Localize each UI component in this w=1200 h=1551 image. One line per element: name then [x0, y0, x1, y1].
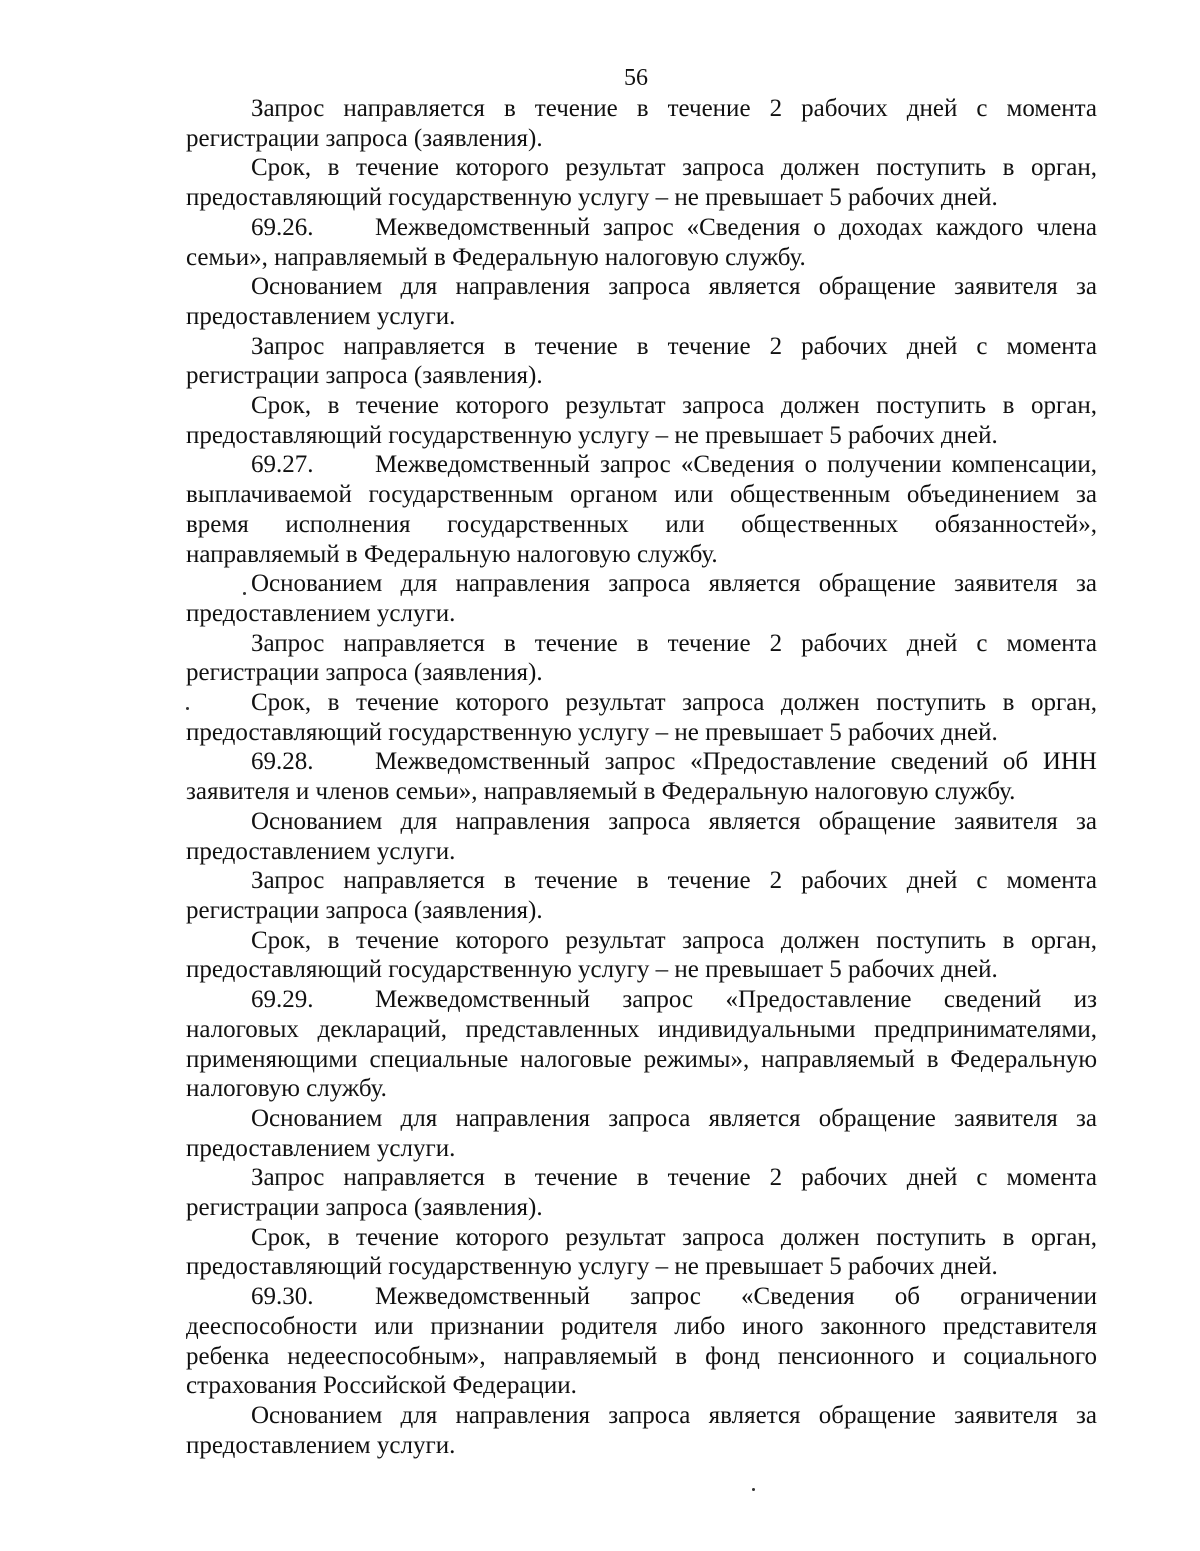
paragraph: [186, 866, 1097, 925]
paragraph: [186, 391, 1097, 450]
paragraph: [186, 213, 1097, 272]
paragraph-text: Межведомственный запрос «Сведения о доходах каждого члена семьи», направляемый в Федеральную налоговую службу.: [186, 213, 1097, 271]
paragraph: [186, 153, 1097, 212]
paragraph-text: Межведомственный запрос «Предоставление сведений об ИНН заявителя и членов семьи», направляемый в Федеральную налоговую службу.: [186, 748, 1097, 806]
paragraph-text: Запрос направляется в течение в течение 2 рабочих дней с момента регистрации запроса (заявления).: [186, 95, 1097, 152]
paragraph: [186, 272, 1097, 331]
clause-number: 69.30.: [251, 1283, 314, 1311]
paragraph: [186, 1282, 1097, 1401]
paragraph: [186, 569, 1097, 628]
paragraph: [186, 332, 1097, 391]
paragraph: [186, 807, 1097, 866]
paragraph: [186, 1163, 1097, 1222]
paragraph-text: Срок, в течение которого результат запроса должен поступить в орган, предоставляющий государственную услугу – не превышает 5 рабочих дней.: [186, 689, 1097, 746]
paragraph-text: Межведомственный запрос «Предоставление сведений из налоговых деклараций, представленных индивидуальными предпринимателями, применяющими специальные налоговые режимы», направляемый в Федеральную налоговую службу.: [186, 986, 1097, 1103]
paragraph-text: Основанием для направления запроса является обращение заявителя за предоставлением услуги.: [186, 1401, 1097, 1459]
scan-speck: [186, 707, 189, 710]
paragraph-text: Запрос направляется в течение в течение 2 рабочих дней с момента регистрации запроса (заявления).: [186, 1164, 1097, 1222]
scan-speck: [243, 592, 246, 595]
paragraph-text: Срок, в течение которого результат запроса должен поступить в орган, предоставляющий государственную услугу – не превышает 5 рабочих дней.: [186, 1223, 1097, 1281]
paragraph: [186, 1104, 1097, 1163]
paragraph-text: Срок, в течение которого результат запроса должен поступить в орган, предоставляющий государственную услугу – не превышает 5 рабочих дней.: [186, 926, 1097, 984]
scan-speck: [752, 1488, 755, 1491]
paragraph-text: Основанием для направления запроса является обращение заявителя за предоставлением услуги.: [186, 570, 1097, 627]
paragraph: [186, 450, 1097, 569]
paragraph-text: Основанием для направления запроса является обращение заявителя за предоставлением услуги.: [186, 1104, 1097, 1162]
paragraph-text: Срок, в течение которого результат запроса должен поступить в орган, предоставляющий государственную услугу – не превышает 5 рабочих дней.: [186, 392, 1097, 449]
paragraph-text: Основанием для направления запроса является обращение заявителя за предоставлением услуги.: [186, 807, 1097, 865]
paragraph-text: Межведомственный запрос «Сведения об ограничении дееспособности или признании родителя либо иного законного представителя ребенка недееспособным», направляемый в фонд пенсионного и социального страхования Российской Федерации.: [186, 1283, 1097, 1400]
clause-number: 69.27.: [251, 451, 314, 479]
paragraph: [186, 94, 1097, 153]
clause-number: 69.29.: [251, 986, 314, 1014]
paragraph-text: Основанием для направления запроса является обращение заявителя за предоставлением услуги.: [186, 273, 1097, 330]
paragraph: [186, 629, 1097, 688]
paragraph-text: Межведомственный запрос «Сведения о получении компенсации, выплачиваемой государственным органом или общественным объединением за время исполнения государственных или общественных обязанностей», направляемый в Федеральную налоговую службу.: [186, 451, 1097, 568]
paragraph-text: Срок, в течение которого результат запроса должен поступить в орган, предоставляющий государственную услугу – не превышает 5 рабочих дней.: [186, 154, 1097, 212]
page-number: 56: [624, 65, 648, 91]
paragraph-text: Запрос направляется в течение в течение 2 рабочих дней с момента регистрации запроса (заявления).: [186, 332, 1097, 390]
paragraph-text: Запрос направляется в течение в течение 2 рабочих дней с момента регистрации запроса (заявления).: [186, 867, 1097, 924]
paragraph-text: Запрос направляется в течение в течение 2 рабочих дней с момента регистрации запроса (заявления).: [186, 629, 1097, 687]
paragraph: [186, 926, 1097, 985]
clause-number: 69.26.: [251, 213, 314, 241]
paragraph: [186, 1223, 1097, 1282]
paragraph: [186, 985, 1097, 1104]
clause-number: 69.28.: [251, 748, 314, 776]
document-body: [186, 94, 1097, 1460]
paragraph: [186, 747, 1097, 806]
paragraph: [186, 688, 1097, 747]
paragraph: [186, 1401, 1097, 1460]
